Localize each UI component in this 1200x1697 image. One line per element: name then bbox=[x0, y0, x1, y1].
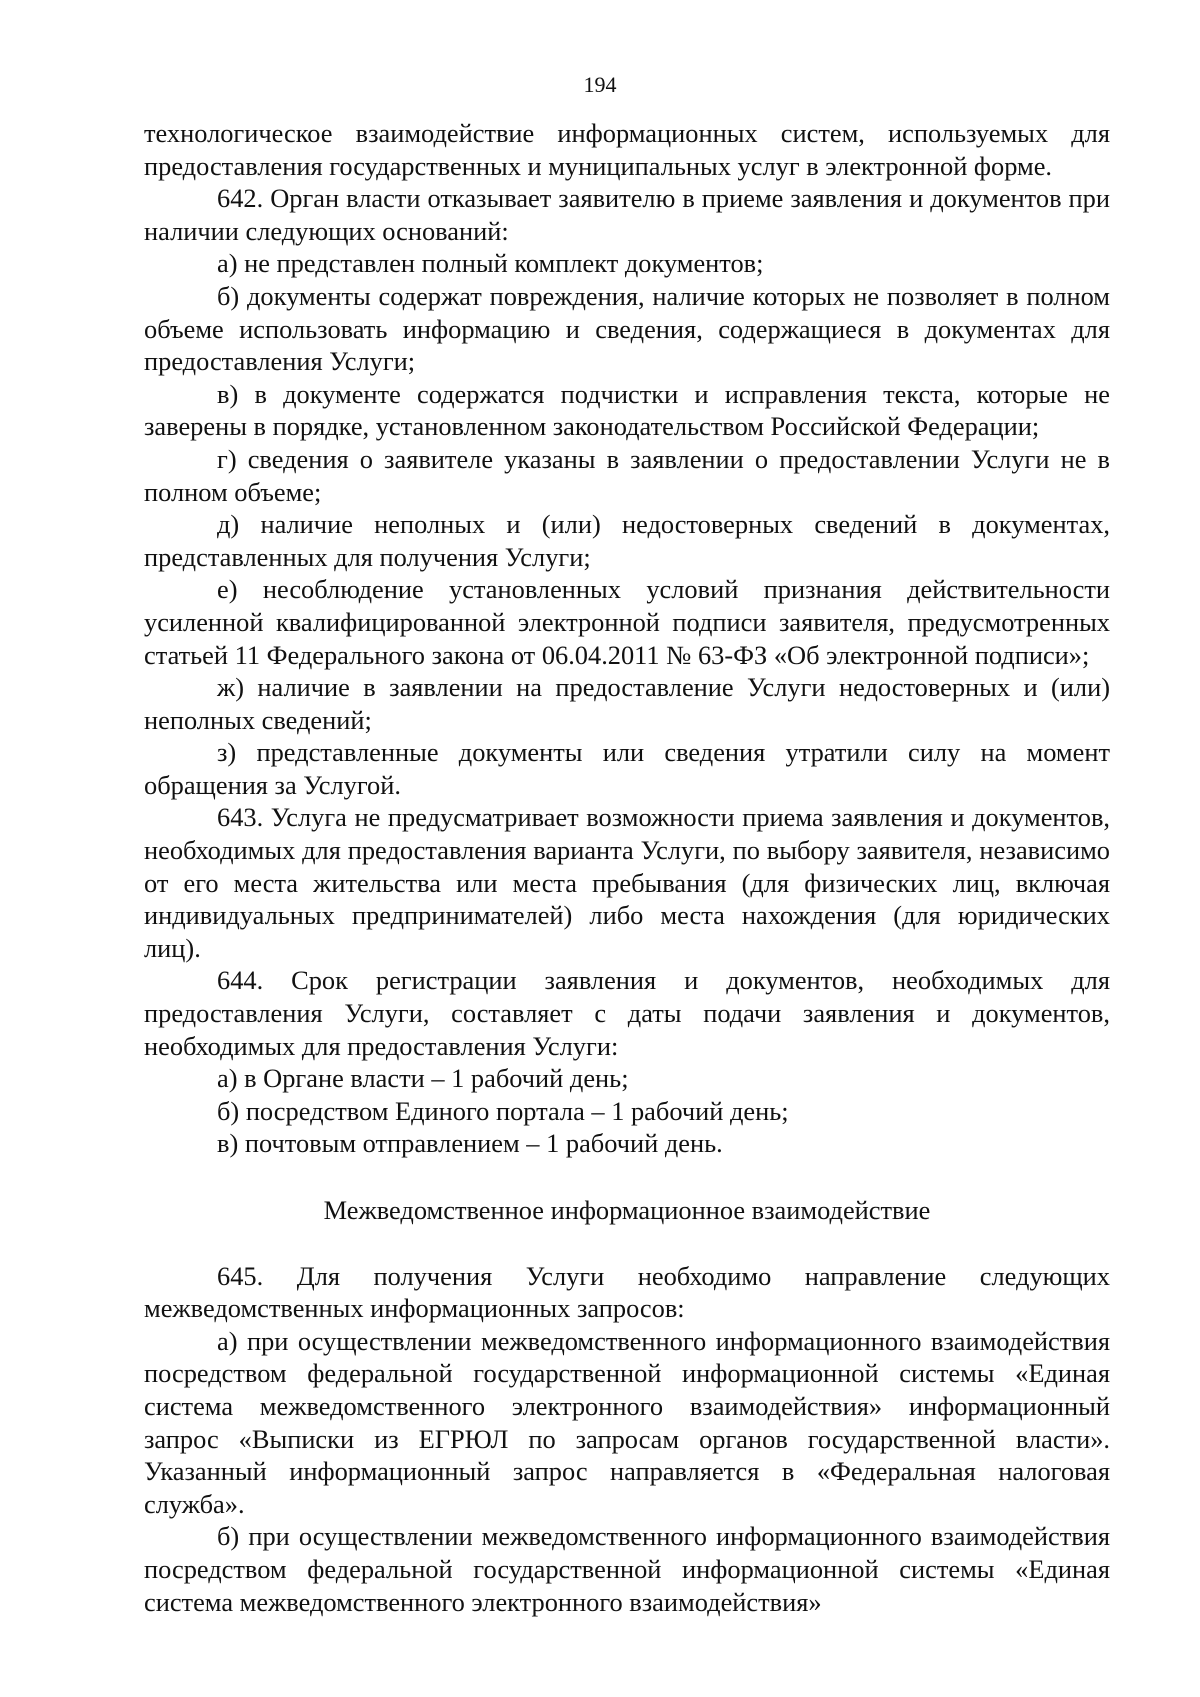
paragraph-644: 644. Срок регистрации заявления и документов, необходимых для предоставления Услуги, составляет с даты подачи заявления и документов, необходимых для предоставления Услуги: bbox=[144, 965, 1110, 1061]
list-item-642-v: в) в документе содержатся подчистки и исправления текста, которые не заверены в порядке, установленном законодательством Российской Федерации; bbox=[144, 378, 1110, 442]
paragraph-continuation: технологическое взаимодействие информационных систем, используемых для предоставления государственных и муниципальных услуг в электронной форме. bbox=[144, 118, 1110, 181]
list-item-642-e: е) несоблюдение установленных условий признания действительности усиленной квалифицированной электронной подписи заявителя, предусмотренных статьей 11 Федерального закона от 06.04.2011 № 63-ФЗ «Об электронной подписи»; bbox=[144, 574, 1110, 670]
list-item-644-b: б) посредством Единого портала – 1 рабочий день; bbox=[217, 1095, 789, 1126]
list-item-642-b: б) документы содержат повреждения, наличие которых не позволяет в полном объеме использовать информацию и сведения, содержащиеся в документах для предоставления Услуги; bbox=[144, 280, 1110, 377]
list-item-642-z: з) представленные документы или сведения утратили силу на момент обращения за Услугой. bbox=[144, 737, 1110, 800]
list-item-645-a: а) при осуществлении межведомственного информационного взаимодействия посредством федеральной государственной информационной системы «Единая система межведомственного электронного взаимодействия» информационный запрос «Выписки из ЕГРЮЛ по запросам органов государственной власти». Указанный информационный запрос направляется в «Федеральная налоговая служба». bbox=[144, 1325, 1110, 1519]
paragraph-642: 642. Орган власти отказывает заявителю в приеме заявления и документов при наличии следующих оснований: bbox=[144, 183, 1110, 246]
document-body bbox=[144, 117, 1110, 1618]
section-heading: Межведомственное информационное взаимодействие bbox=[323, 1195, 931, 1225]
paragraph-643: 643. Услуга не предусматривает возможности приема заявления и документов, необходимых для предоставления варианта Услуги, по выбору заявителя, независимо от его места жительства или места пребывания (для физических лиц, включая индивидуальных предпринимателей) либо места нахождения (для юридических лиц). bbox=[144, 802, 1110, 963]
paragraph-645: 645. Для получения Услуги необходимо направление следующих межведомственных информационных запросов: bbox=[144, 1260, 1110, 1324]
list-item-642-d: д) наличие неполных и (или) недостоверных сведений в документах, представленных для получения Услуги; bbox=[144, 509, 1110, 572]
list-item-642-g: г) сведения о заявителе указаны в заявлении о предоставлении Услуги не в полном объеме; bbox=[144, 443, 1110, 507]
page-number: 194 bbox=[583, 72, 617, 97]
list-item-645-b: б) при осуществлении межведомственного информационного взаимодействия посредством федеральной государственной информационной системы «Единая система межведомственного электронного взаимодействия» bbox=[144, 1521, 1110, 1617]
list-item-642-zh: ж) наличие в заявлении на предоставление Услуги недостоверных и (или) неполных сведений; bbox=[144, 672, 1110, 735]
list-item-642-a: а) не представлен полный комплект документов; bbox=[217, 248, 764, 279]
list-item-644-v: в) почтовым отправлением – 1 рабочий день. bbox=[217, 1128, 723, 1159]
list-item-644-a: а) в Органе власти – 1 рабочий день; bbox=[217, 1063, 629, 1094]
